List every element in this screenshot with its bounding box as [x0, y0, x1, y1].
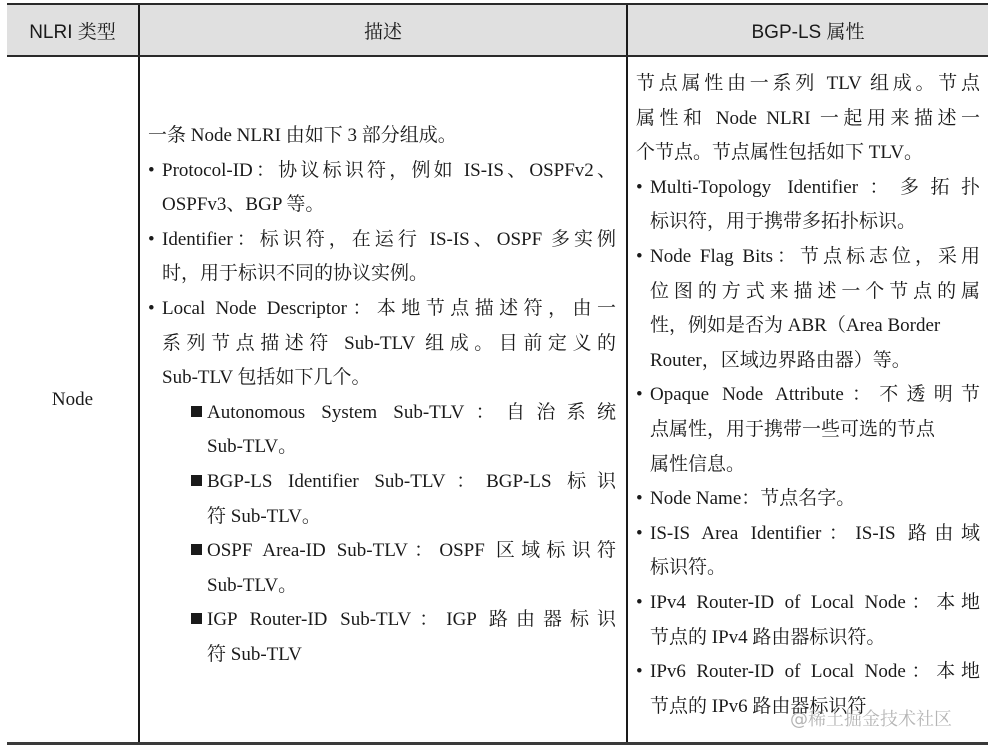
line-text: Sub-TLV。: [207, 436, 298, 458]
line-text: IS-IS Area Identifier：IS-IS 路由域: [650, 522, 980, 544]
line-text: 性，例如是否为 ABR（Area Border: [650, 315, 941, 337]
text-line: [636, 136, 980, 171]
text-line: [148, 430, 616, 465]
bullet-icon: •: [148, 297, 155, 319]
line-text: Node Name：节点名字。: [650, 488, 856, 510]
line-text: Router，区域边界路由器）等。: [650, 349, 911, 371]
line-text: 标识符。: [650, 557, 727, 579]
text-line: [636, 205, 980, 240]
line-text: 属性信息。: [650, 453, 746, 475]
text-line: [636, 171, 980, 206]
table-header-row: [7, 5, 988, 57]
line-text: OSPFv3、BGP 等。: [162, 194, 325, 216]
square-bullet-icon: [191, 475, 202, 486]
text-line: [148, 500, 616, 535]
line-text: 节点的 IPv6 路由器标识符: [650, 695, 867, 717]
text-line: [636, 621, 980, 656]
text-line: [148, 396, 616, 431]
line-text: Local Node Descriptor：本地节点描述符，由一: [162, 297, 616, 319]
text-line: [148, 638, 616, 673]
text-line: [636, 67, 980, 102]
line-text: IPv4 Router-ID of Local Node：本地: [650, 591, 980, 613]
text-line: [636, 655, 980, 690]
text-line: [148, 465, 616, 500]
nlri-type-value: Node: [51, 388, 94, 410]
text-line: [148, 327, 616, 362]
line-text: BGP-LS Identifier Sub-TLV：BGP-LS 标识: [207, 470, 616, 492]
text-line: [148, 361, 616, 396]
line-text: 符 Sub-TLV。: [207, 505, 321, 527]
cell-description: [138, 57, 626, 742]
bullet-icon: •: [636, 522, 643, 544]
text-line: [636, 309, 980, 344]
text-line: [148, 569, 616, 604]
bgp-ls-node-nlri-table: [7, 3, 988, 745]
bullet-icon: •: [636, 245, 643, 267]
line-text: Multi-Topology Identifier：多拓扑: [650, 176, 980, 198]
line-text: Protocol-ID：协议标识符，例如 IS-IS、OSPFv2、: [162, 159, 616, 181]
text-line: [636, 413, 980, 448]
text-line: [636, 378, 980, 413]
table-row-node: [7, 57, 988, 742]
line-text: 时，用于标识不同的协议实例。: [162, 263, 429, 285]
cell-attributes: [626, 57, 988, 742]
text-line: [636, 275, 980, 310]
line-text: 一条 Node NLRI 由如下 3 部分组成。: [148, 125, 457, 146]
square-bullet-icon: [191, 406, 202, 417]
text-line: [148, 534, 616, 569]
text-line: [148, 292, 616, 327]
bullet-icon: •: [148, 159, 155, 181]
text-line: [636, 448, 980, 483]
header-bgp-ls-attributes: BGP-LS 属性: [626, 5, 988, 55]
header-nlri-type: NLRI 类型: [29, 21, 116, 43]
text-line: [148, 119, 616, 154]
text-line: [636, 482, 980, 517]
text-line: [636, 102, 980, 137]
line-text: IGP Router-ID Sub-TLV：IGP 路由器标识: [207, 609, 616, 631]
line-text: Sub-TLV 包括如下几个。: [162, 367, 371, 389]
square-bullet-icon: [191, 544, 202, 555]
line-text: 节点属性由一系列 TLV 组成。节点: [636, 73, 980, 94]
line-text: Autonomous System Sub-TLV：自治系统: [207, 401, 616, 423]
line-text: Opaque Node Attribute：不透明节: [650, 384, 980, 406]
bullet-icon: •: [636, 176, 643, 198]
line-text: 标识符，用于携带多拓扑标识。: [650, 211, 917, 233]
line-text: IPv6 Router-ID of Local Node：本地: [650, 661, 980, 683]
line-text: 节点的 IPv4 路由器标识符。: [650, 626, 886, 648]
line-text: 位图的方式来描述一个节点的属: [650, 280, 980, 302]
line-text: Sub-TLV。: [207, 574, 298, 596]
bullet-icon: •: [636, 384, 643, 406]
bullet-icon: •: [636, 488, 643, 510]
text-line: [636, 344, 980, 379]
bullet-icon: •: [148, 228, 155, 250]
line-text: 点属性，用于携带一些可选的节点: [650, 418, 936, 440]
text-line: [636, 517, 980, 552]
line-text: Identifier：标识符，在运行 IS-IS、OSPF 多实例: [162, 228, 616, 250]
line-text: 个节点。节点属性包括如下 TLV。: [636, 142, 923, 164]
bullet-icon: •: [636, 661, 643, 683]
bullet-icon: •: [636, 591, 643, 613]
text-line: [636, 586, 980, 621]
watermark: @稀土掘金技术社区: [790, 709, 952, 730]
square-bullet-icon: [191, 613, 202, 624]
line-text: Node Flag Bits：节点标志位，采用: [650, 245, 980, 267]
line-text: OSPF Area-ID Sub-TLV：OSPF 区域标识符: [207, 540, 616, 562]
text-line: [148, 223, 616, 258]
line-text: 属性和 Node NLRI 一起用来描述一: [636, 107, 980, 129]
cell-nlri-type: [7, 57, 138, 742]
line-text: 系列节点描述符 Sub-TLV 组成。目前定义的: [162, 332, 616, 354]
text-line: [636, 551, 980, 586]
text-line: [148, 188, 616, 223]
text-line: [148, 154, 616, 189]
text-line: [148, 257, 616, 292]
header-description: 描述: [138, 5, 626, 55]
text-line: [148, 603, 616, 638]
text-line: [636, 240, 980, 275]
line-text: 符 Sub-TLV: [207, 643, 302, 665]
